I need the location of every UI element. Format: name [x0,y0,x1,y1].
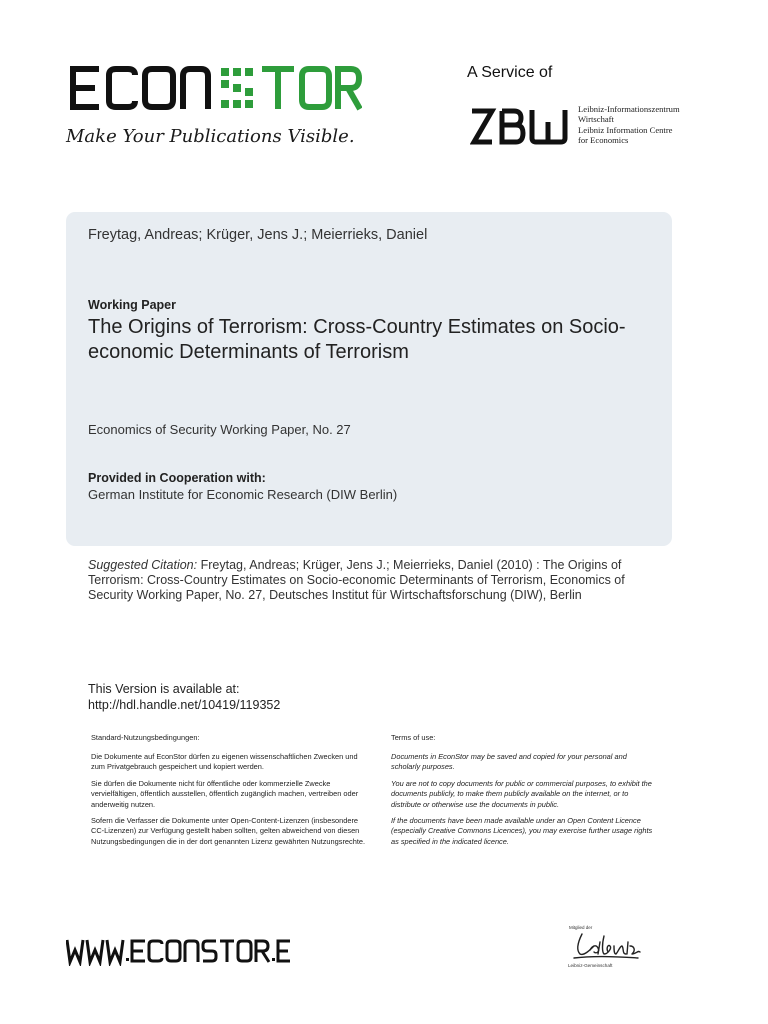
series-info: Economics of Security Working Paper, No. 27 [88,422,351,437]
citation-label: Suggested Citation: [88,558,198,572]
service-label: A Service of [467,64,553,81]
leibniz-caption: Leibniz-Gemeinschaft [568,963,613,968]
terms-german-paragraph: Sie dürfen die Dokumente nicht für öffentliche oder kommerzielle Zwecke vervielfältigen, öffentlich ausstellen, öffentlich zugänglich machen, vertreiben oder anderweitig nutzen. [91,779,359,809]
terms-english [391,733,653,853]
availability [88,681,280,713]
terms-english-paragraph: You are not to copy documents for public or commercial purposes, to exhibit the documents publicly, to make them publicly available on the internet, or to distribute or otherwise use the documents in public. [391,779,652,809]
availability-label: This Version is available at: [88,682,240,696]
suggested-citation [88,558,648,603]
authors: Freytag, Andreas; Krüger, Jens J.; Meierrieks, Daniel [88,227,428,243]
terms-german-paragraph: Die Dokumente auf EconStor dürfen zu eigenen wissenschaftlichen Zwecken und zum Privatgebrauch gespeichert und kopiert werden. [91,752,358,772]
zbw-line-3: Leibniz Information Centre [578,124,673,135]
document-title: The Origins of Terrorism: Cross-Country Estimates on Socio-economic Determinants of Terrorism [88,316,626,363]
website-url[interactable] [66,936,292,966]
leibniz-member-label: Mitglied der [569,925,593,930]
terms-english-paragraph: Documents in EconStor may be saved and copied for your personal and scholarly purposes. [391,752,627,772]
document-type: Working Paper [88,298,176,312]
terms-english-heading: Terms of use: [391,733,436,742]
cooperation-label: Provided in Cooperation with: [88,471,266,485]
terms-german [91,733,366,853]
handle-link[interactable]: http://hdl.handle.net/10419/119352 [88,698,281,712]
citation-text: Freytag, Andreas; Krüger, Jens J.; Meierrieks, Daniel (2010) : The Origins of Terrorism: Cross-Country Estimates on Socio-economic Determinants of Terrorism, Economics of Security Working Paper, No. 27, Deutsches Institut für Wirtschaftsforschung (DIW), Berlin [88,558,625,602]
zbw-logo [470,108,568,146]
zbw-line-2: Wirtschaft [578,114,614,125]
econstor-tagline: Make Your Publications Visible. [66,126,355,147]
zbw-line-4: for Economics [578,135,629,146]
terms-german-paragraph: Sofern die Verfasser die Dokumente unter Open-Content-Lizenzen (insbesondere CC-Lizenzen) zur Verfügung gestellt haben sollten, gelten abweichend von diesen Nutzungsbedingungen die in der dort genannten Lizenz gewährten Nutzungsrechte. [91,816,366,846]
cooperation-organization: German Institute for Economic Research (DIW Berlin) [88,487,398,502]
zbw-institution-name [578,104,680,146]
terms-german-heading: Standard-Nutzungsbedingungen: [91,733,200,742]
econstor-logo [68,64,362,114]
zbw-line-1: Leibniz-Informationszentrum [578,104,680,114]
leibniz-logo [560,920,644,972]
terms-english-paragraph: If the documents have been made available under an Open Content Licence (especially Creative Commons Licences), you may exercise further usage rights as specified in the indicated licence. [391,816,653,846]
